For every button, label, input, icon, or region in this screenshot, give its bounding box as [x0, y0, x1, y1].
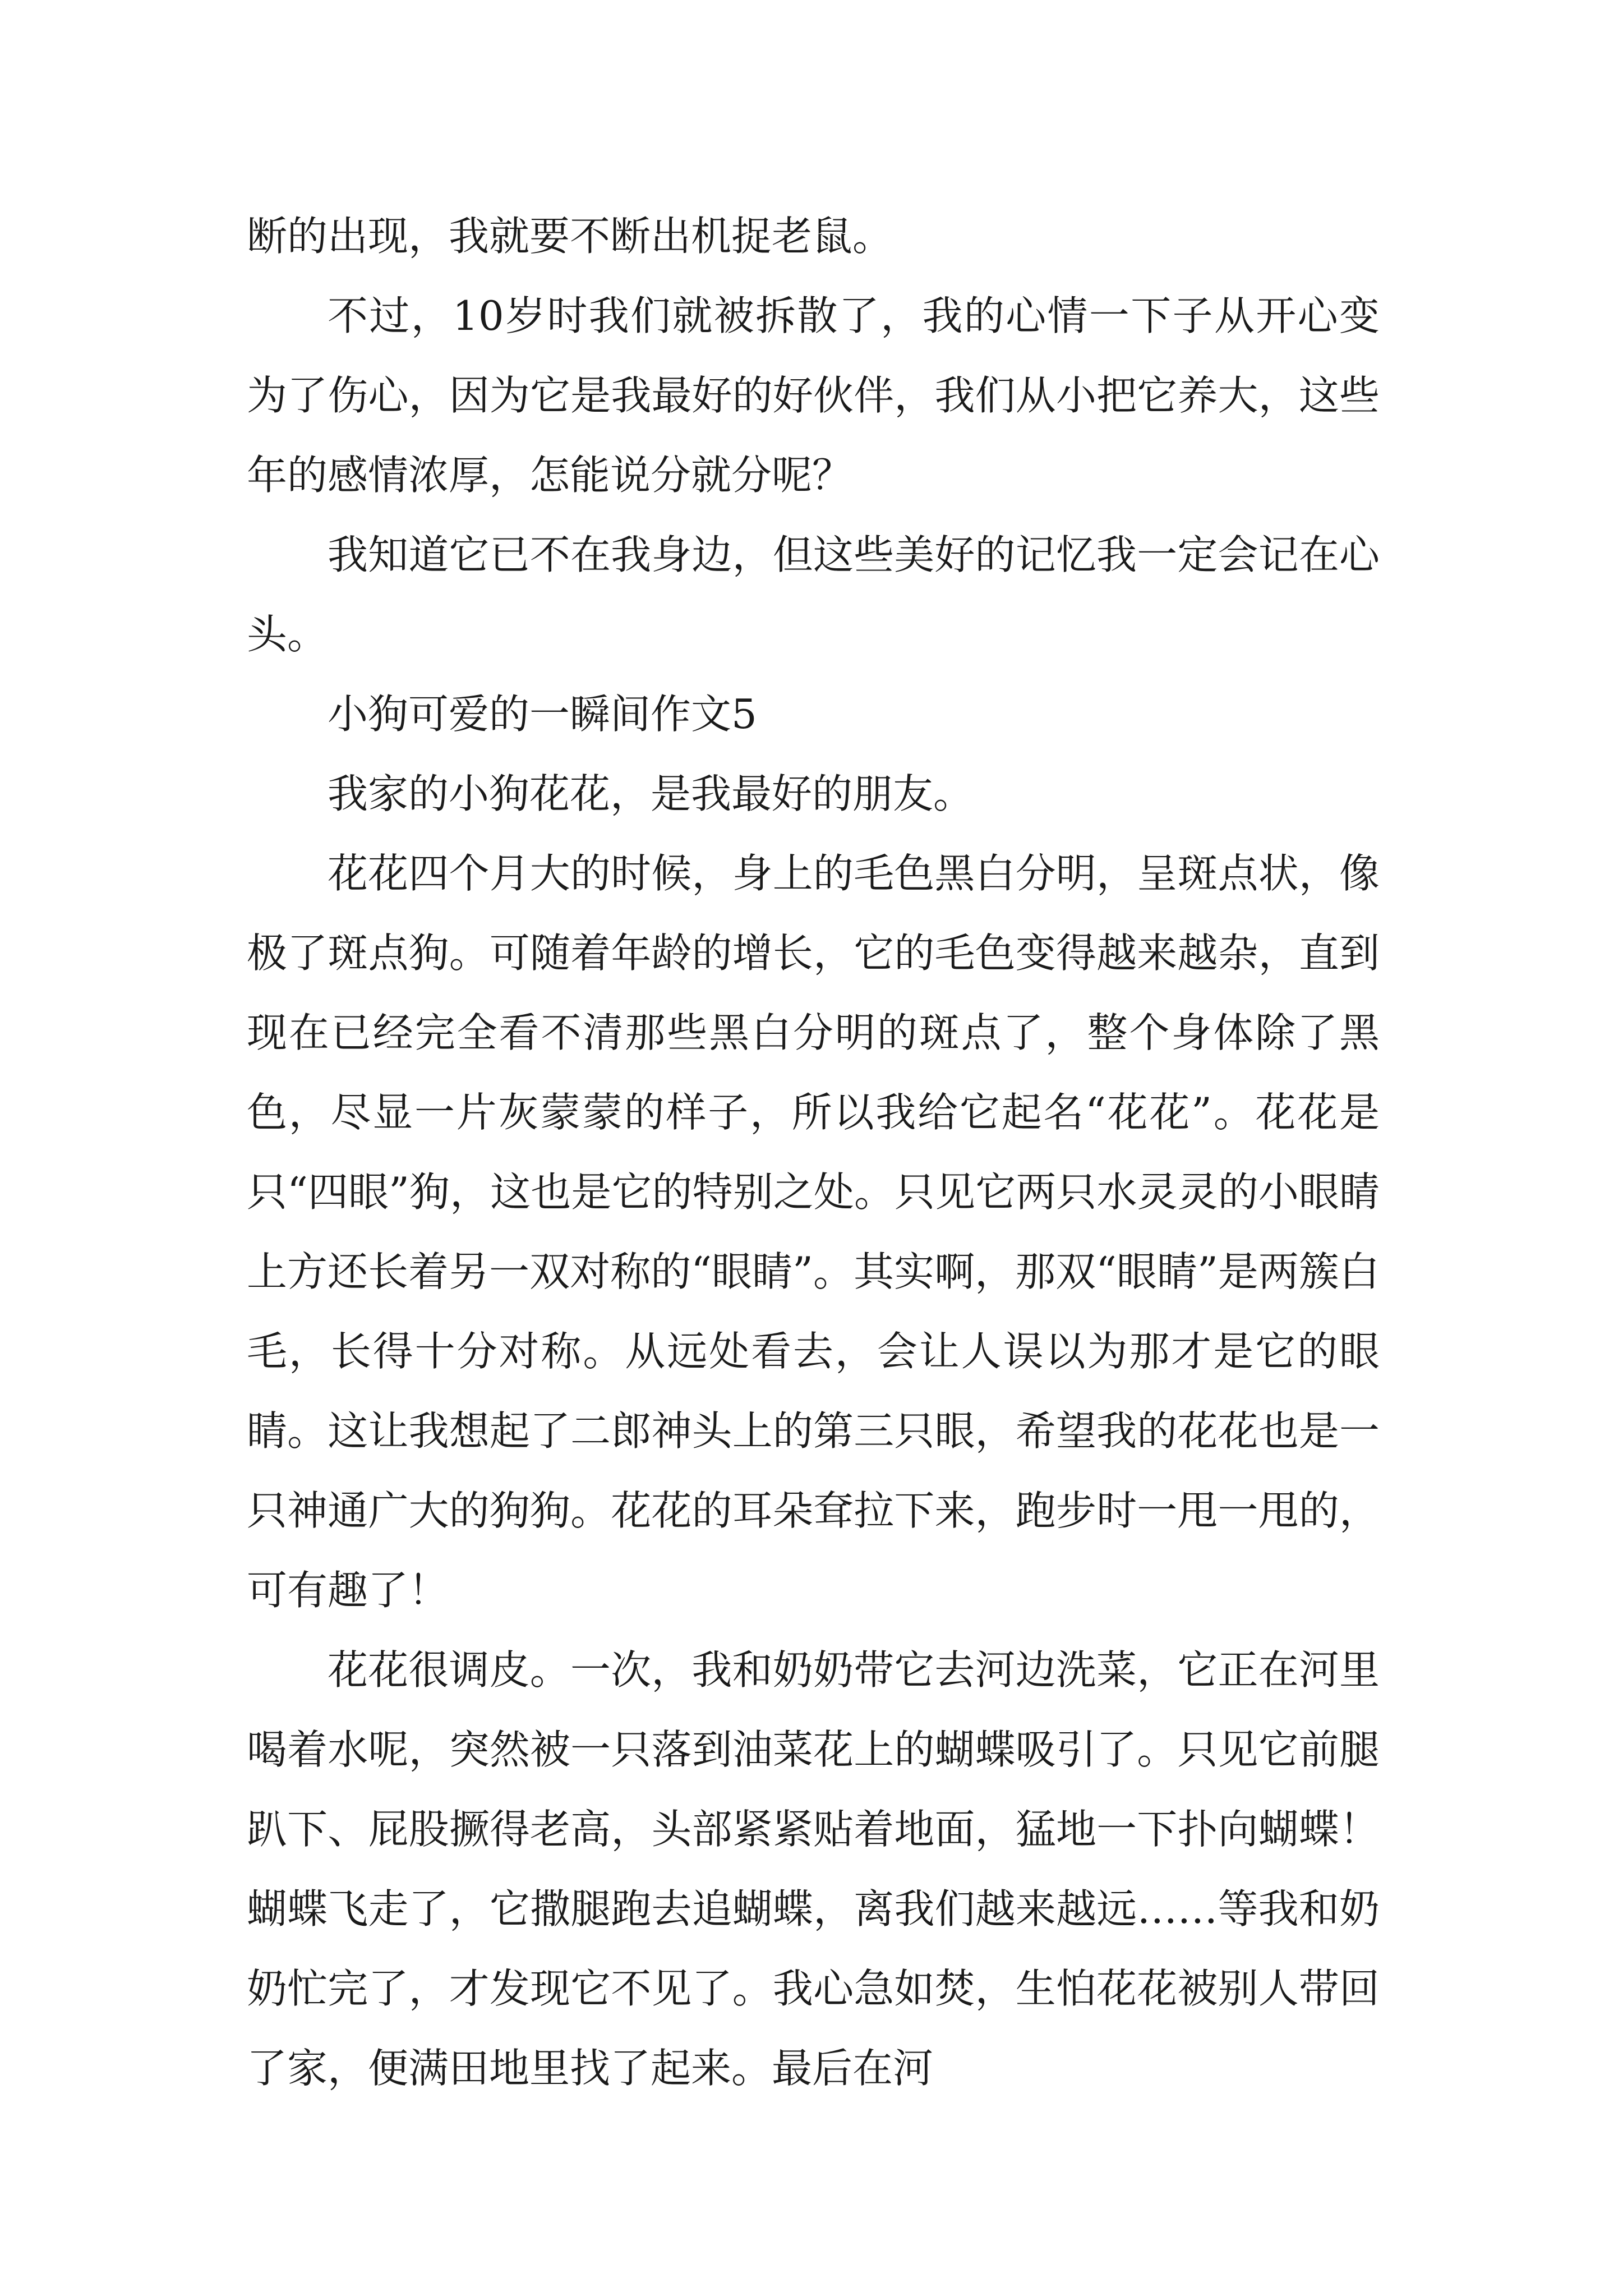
section-title: 小狗可爱的一瞬间作文5	[328, 691, 757, 738]
essay-body	[247, 196, 1380, 2108]
paragraph: 我知道它已不在我身边，但这些美好的记忆我一定会记在心头。	[247, 531, 1380, 658]
paragraph: 花花四个月大的时候，身上的毛色黑白分明，呈斑点状，像极了斑点狗。可随着年龄的增长，它的毛色变得越来越杂，直到现在已经完全看不清那些黑白分明的斑点了，整个身体除了黑色，尽显一片灰蒙蒙的样子，所以我给它起名“花花”。花花是只“四眼”狗，这也是它的特别之处。只见它两只水灵灵的小眼睛上方还长着另一双对称的“眼睛”。其实啊，那双“眼睛”是两簇白毛，长得十分对称。从远处看去，会让人误以为那才是它的眼睛。这让我想起了二郎神头上的第三只眼，希望我的花花也是一只神通广大的狗狗。花花的耳朵耷拉下来，跑步时一甩一甩的，可有趣了！	[247, 850, 1380, 1614]
paragraph: 不过，10岁时我们就被拆散了，我的心情一下子从开心变为了伤心，因为它是我最好的好伙伴，我们从小把它养大，这些年的感情浓厚，怎能说分就分呢？	[247, 292, 1380, 499]
paragraph: 我家的小狗花花，是我最好的朋友。	[328, 770, 974, 817]
paragraph: 断的出现，我就要不断出机捉老鼠。	[247, 213, 893, 260]
paragraph: 花花很调皮。一次，我和奶奶带它去河边洗菜，它正在河里喝着水呢，突然被一只落到油菜花上的蝴蝶吸引了。只见它前腿趴下、屁股撅得老高，头部紧紧贴着地面，猛地一下扑向蝴蝶！蝴蝶飞走了，它撒腿跑去追蝴蝶，离我们越来越远……等我和奶奶忙完了，才发现它不见了。我心急如焚，生怕花花被别人带回了家，便满田地里找了起来。最后在河	[247, 1646, 1380, 2092]
